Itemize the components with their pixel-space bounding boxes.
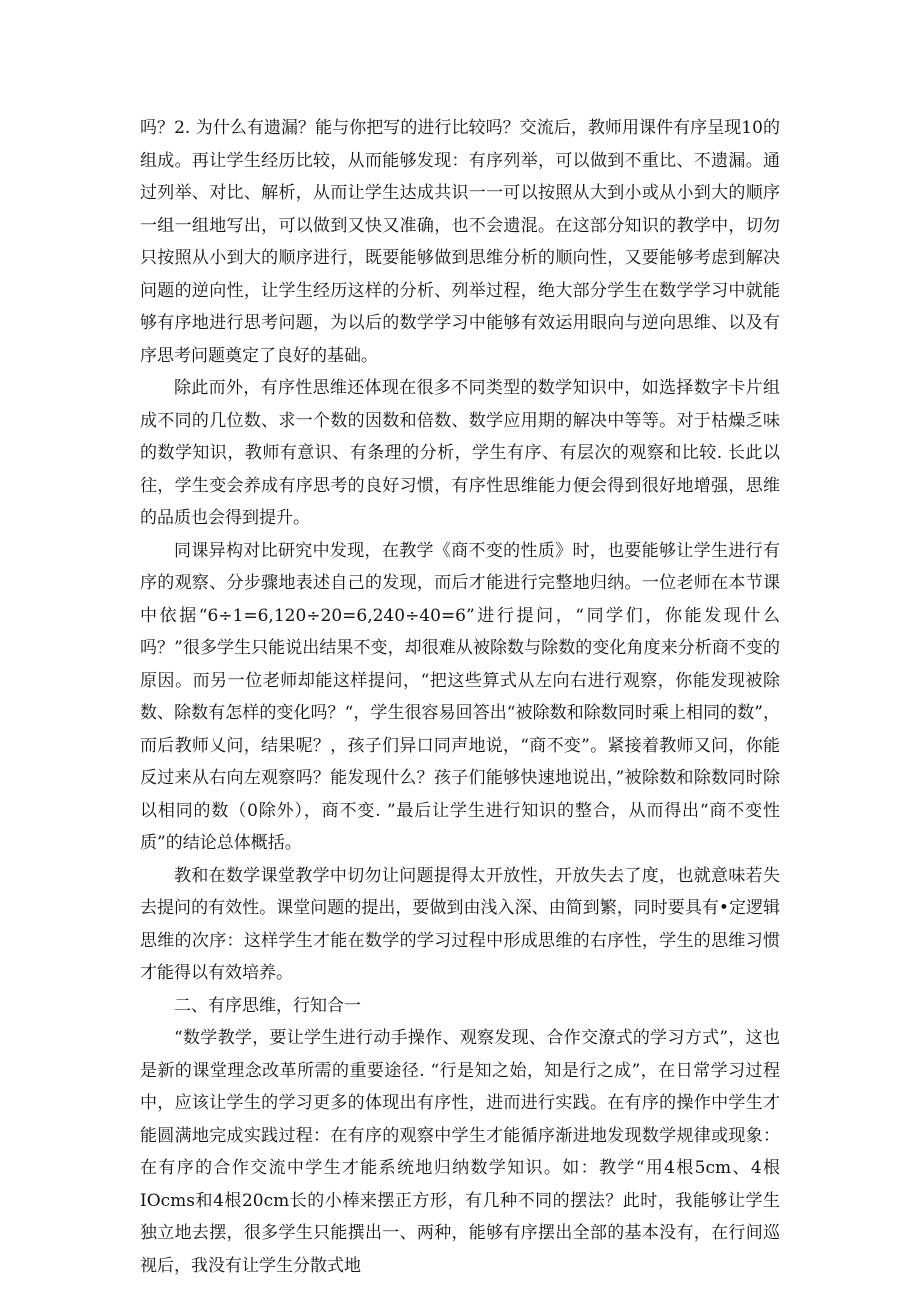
- paragraph-quotient-property-lesson: 同课异构对比研究中发现，在教学《商不变的性质》时，也要能够让学生进行有序的观察、分步骤地表述自己的发现，而后才能进行完整地归纳。一位老师在本节课中依据“6÷1=6,120÷20=6,240÷40=6”进行提问，“同学们，你能发现什么吗？”很多学生只能说出结果不变，却很难从被除数与除数的变化角度来分析商不变的原因。而另一位老师却能这样提问，“把这些算式从左向右进行观察，你能发现被除数、除数有怎样的变化吗？“，学生很容易回答出“被除数和除数同时乘上相同的数”，而后教师乂问，结果呢？，孩子们异口同声地说，“商不变”。紧接着教师又问，你能反过来从右向左观察吗？能发现什么？孩子们能够快速地说出，”被除数和除数同时除以相同的数（0除外），商不变. ”最后让学生进行知识的整合，从而得出“商不变性质”的结论总体概括。: [140, 540, 780, 853]
- paragraph-ordered-thinking-examples: 除此而外，有序性思维还体现在很多不同类型的数学知识中，如选择数字卡片组成不同的几位数、求一个数的因数和倍数、数学应用期的解决中等等。对于枯燥乏味的数学知识，教师有意识、有条理的分析，学生有序、有层次的观察和比较. 长此以往，学生变会养成有序思考的良好习惯，有序性思维能力便会得到很好地增强，思维的品质也会得到提升。: [140, 378, 780, 528]
- document-body: [140, 112, 780, 1282]
- section-heading: 二、有序思维，行知合一: [174, 995, 361, 1016]
- paragraph-question-openness: 教和在数学课堂教学中切勿让问题提得太开放性，开放失去了度，也就意味若失去提问的有效性。课堂问题的提出，要做到由浅入深、由简到繁，同时要具有•定逻辑思维的次序：这样学生才能在数学的学习过程中形成思维的右序性，学生的思维习惯才能得以有效培养。: [140, 865, 780, 983]
- paragraph-continuation: 吗？2. 为什么有遗漏？能与你把写的进行比较吗？交流后，教师用课件有序呈现10的组成。再让学生经历比较，从而能够发现：有序列举，可以做到不重比、不遗漏。通过列举、对比、解析，从而让学生达成共识一一可以按照从大到小或从小到大的顺序一组一组地写出，可以做到又快又准确，也不会遗混。在这部分知识的教学中，切勿只按照从小到大的顺序进行，既要能够做到思维分析的顺向性，又要能够考虑到解决问题的逆向性，让学生经历这样的分析、列举过程，绝大部分学生在数学学习中就能够有序地进行思考问题，为以后的数学学习中能够有效运用眼向与逆向思维、以及有序思考问题奠定了良好的基础。: [140, 118, 780, 366]
- paragraph-practice: “数学教学，要让学生进行动手操作、观察发现、合作交潦式的学习方式”，这也是新的课堂理念改革所需的重要途径. “行是知之始，知是行之成”，在日常学习过程中，应该让学生的学习更多的体现出有序性，进而进行实践。在有序的操作中学生才能圆满地完成实践过程：在有序的观察中学生才能循序渐进地发现数学规律或现象：在有序的合作交流中学生才能系统地归纳数学知识。如：教学“用4根5cm、4根IOcms和4根20cm长的小棒来摆正方形，有几种不同的摆法？此时，我能够让学生独立地去摆，很多学生只能撰出一、两种，能够有序摆出全部的基本没有，在行间巡视后，我没有让学生分散式地: [140, 1028, 780, 1276]
